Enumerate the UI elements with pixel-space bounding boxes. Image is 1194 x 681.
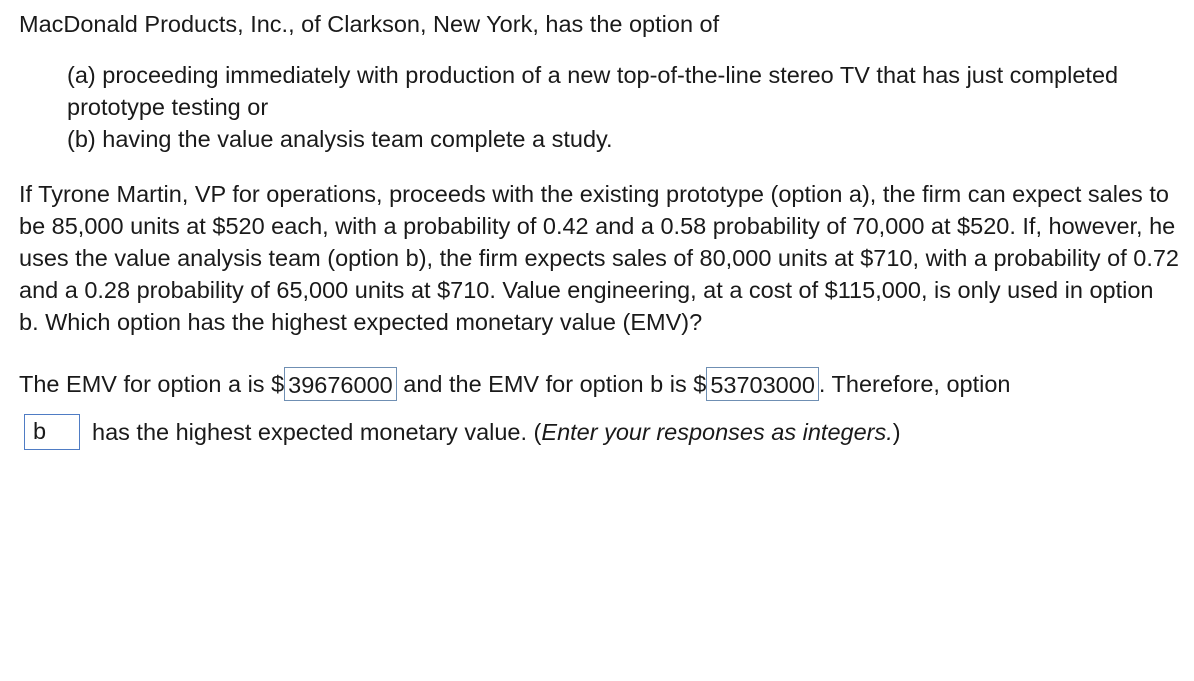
answer-line2-text bbox=[92, 416, 901, 448]
emv-b-input[interactable]: 53703000 bbox=[706, 367, 819, 401]
answer-prefix-a: The EMV for option a is $ bbox=[19, 371, 285, 397]
option-choice-input[interactable]: b bbox=[24, 414, 80, 450]
answer-middle: and the EMV for option b is $ bbox=[396, 371, 707, 397]
answer-sentence bbox=[19, 368, 1184, 401]
options-list bbox=[67, 59, 1147, 155]
option-b-text: (b) having the value analysis team complete a study. bbox=[67, 126, 613, 152]
choice-statement: has the highest expected monetary value. ( bbox=[92, 418, 542, 445]
question-intro: MacDonald Products, Inc., of Clarkson, New York, has the option of bbox=[19, 11, 720, 37]
answer-suffix: . Therefore, option bbox=[818, 371, 1011, 397]
emv-a-input[interactable]: 39676000 bbox=[284, 367, 397, 401]
problem-statement: If Tyrone Martin, VP for operations, proceeds with the existing prototype (option a), the firm can expect sales to be 85,000 units at $520 each, with a probability of 0.42 and a 0.58 probability of 70,000 at $520. If, however, he uses the value analysis team (option b), the firm expects sales of 80,000 units at $710, with a probability of 0.72 and a 0.28 probability of 65,000 units at $710. Value engineering, at a cost of $115,000, is only used in option b. Which option has the highest expected monetary value (EMV)? bbox=[19, 181, 1179, 335]
option-a-text: (a) proceeding immediately with production of a new top-of-the-line stereo TV that has just completed prototype testing or bbox=[67, 62, 1119, 120]
answer-choice-line bbox=[19, 414, 1184, 450]
question-panel bbox=[19, 8, 1184, 450]
instruction-close: ) bbox=[892, 418, 901, 445]
instruction-text: Enter your responses as integers. bbox=[541, 418, 893, 445]
